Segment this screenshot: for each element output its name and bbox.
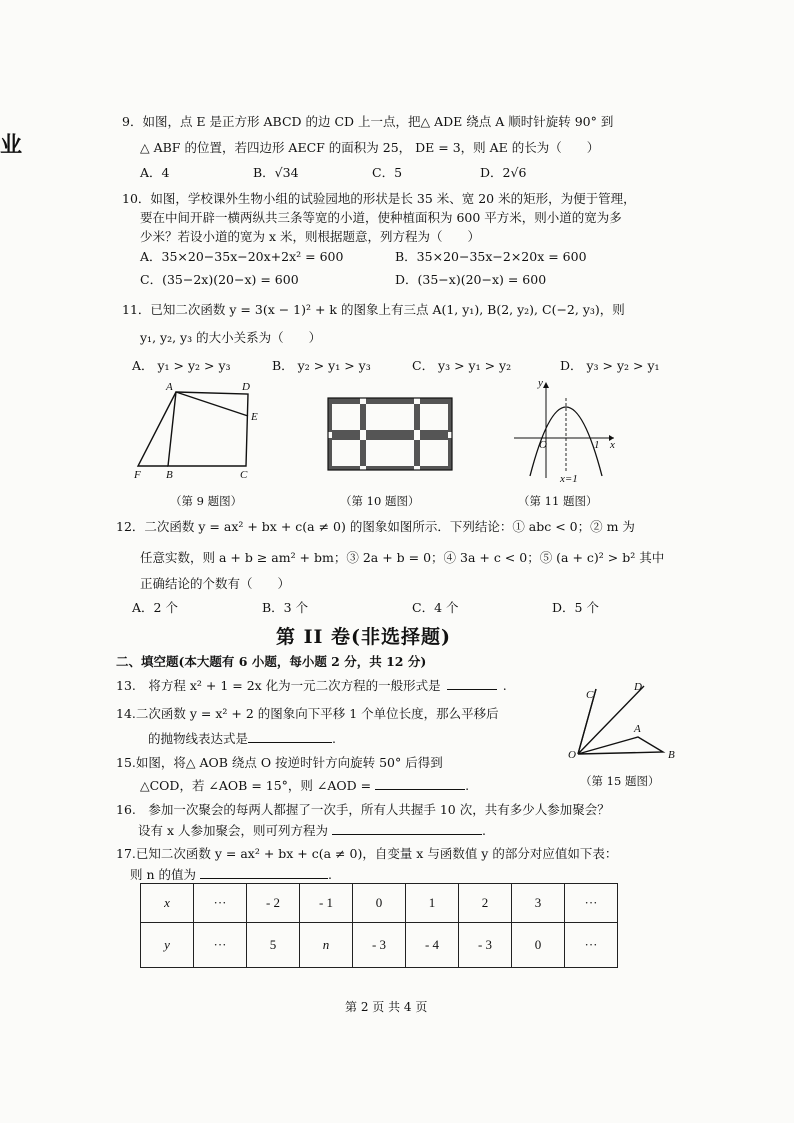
fig15-caption: （第 15 题图） (580, 774, 660, 788)
fig9-caption: （第 9 题图） (170, 494, 243, 508)
q13-answer-blank[interactable] (447, 677, 497, 690)
table-cell: - 1 (300, 884, 353, 923)
table-cell: 0 (353, 884, 406, 923)
table-cell: 1 (406, 884, 459, 923)
table-cell: n (300, 923, 353, 968)
q15-end: . (465, 778, 470, 793)
q16-end: . (482, 823, 486, 838)
q12-option-a: A．2 个 (132, 600, 178, 615)
section2-title: 第 II 卷(非选择题) (276, 626, 451, 648)
q13-text: 13. 将方程 x² + 1 = 2x 化为一元二次方程的一般形式是 (116, 678, 441, 693)
fig10-caption: （第 10 题图） (340, 494, 420, 508)
q17-answer-blank[interactable] (200, 866, 328, 879)
table-cell: 2 (459, 884, 512, 923)
q10-line1: 10．如图，学校课外生物小组的试验园地的形状是长 35 米、宽 20 米的矩形，为便于管理， (122, 191, 636, 206)
q12-line2: 任意实数，则 a + b ≥ am² + bm；③ 2a + b = 0；④ 3a + c < 0；⑤ (a + c)² > b² 其中 (140, 550, 665, 565)
q12-line3: 正确结论的个数有（ ） (140, 576, 291, 591)
table-cell: 0 (512, 923, 565, 968)
q16-line2 (138, 821, 486, 839)
q16-line1: 16. 参加一次聚会的每两人都握了一次手，所有人共握手 10 次，共有多少人参加聚会？ (116, 802, 610, 817)
q9-option-b: B．√34 (253, 165, 299, 180)
q9-line2: △ ABF 的位置，若四边形 AECF 的面积为 25， DE = 3，则 AE 的长为（ ） (140, 140, 600, 155)
fig11-label-axis: x=1 (560, 473, 578, 485)
table-cell: - 3 (353, 923, 406, 968)
q10-option-b: B．35×20−35x−2×20x = 600 (395, 249, 587, 264)
table-cell: - 2 (247, 884, 300, 923)
q17-value-table (140, 883, 618, 968)
side-label: 业 (0, 132, 23, 158)
fig15-label-c: C (586, 689, 594, 701)
q13 (116, 676, 507, 694)
table-cell: ··· (194, 884, 247, 923)
table-cell: ··· (565, 884, 618, 923)
figure-9 (128, 380, 268, 480)
q9-option-d: D．2√6 (480, 165, 527, 180)
q12-option-c: C．4 个 (412, 600, 459, 615)
q13-end: . (502, 678, 507, 693)
table-row (141, 884, 618, 923)
fig9-label-b: B (166, 469, 173, 481)
q14-answer-blank[interactable] (248, 730, 332, 743)
fig11-label-x: x (610, 439, 615, 451)
q11-option-b: B． y₂ > y₁ > y₃ (272, 358, 371, 373)
q14-line2 (148, 729, 336, 747)
q11-option-d: D． y₃ > y₂ > y₁ (560, 358, 660, 373)
fig15-label-a: A (634, 723, 641, 735)
q11-option-c: C． y₃ > y₁ > y₂ (412, 358, 512, 373)
q10-line2: 要在中间开辟一横两纵共三条等宽的小道，使种植面积为 600 平方米，则小道的宽为多 (140, 210, 622, 225)
table-cell: ··· (565, 923, 618, 968)
fig11-label-o: O (539, 439, 547, 451)
q9-option-a: A．4 (140, 165, 170, 180)
fig9-label-d: D (242, 381, 250, 393)
q14-text: 的抛物线表达式是 (148, 731, 249, 746)
figure-15 (568, 682, 678, 762)
fig15-label-b: B (668, 749, 675, 761)
q9-option-c: C．5 (372, 165, 403, 180)
q11-line1: 11．已知二次函数 y = 3(x − 1)² + k 的图象上有三点 A(1, y₁), B(2, y₂), C(−2, y₃)，则 (122, 302, 625, 317)
q17-line2 (130, 865, 332, 883)
fig9-label-a: A (166, 381, 173, 393)
table-cell: x (141, 884, 194, 923)
figure-11 (510, 378, 620, 483)
fig15-label-d: D (634, 681, 642, 693)
table-row (141, 923, 618, 968)
q15-line2 (140, 776, 469, 794)
q12-line1: 12．二次函数 y = ax² + bx + c(a ≠ 0) 的图象如图所示．下列结论：① abc < 0；② m 为 (116, 519, 635, 534)
fig15-label-o: O (568, 749, 576, 761)
q15-text: △COD，若 ∠AOB = 15°，则 ∠AOD = (140, 778, 372, 793)
q11-option-a: A． y₁ > y₂ > y₃ (132, 358, 231, 373)
fill-section-header: 二、填空题(本大题有 6 小题，每小题 2 分，共 12 分) (116, 654, 427, 669)
q12-option-d: D．5 个 (552, 600, 599, 615)
q14-line1: 14.二次函数 y = x² + 2 的图象向下平移 1 个单位长度，那么平移后 (116, 706, 499, 721)
table-cell: - 3 (459, 923, 512, 968)
q17-line1: 17.已知二次函数 y = ax² + bx + c(a ≠ 0)，自变量 x 与函数值 y 的部分对应值如下表： (116, 846, 618, 861)
table-cell: 3 (512, 884, 565, 923)
table-cell: 5 (247, 923, 300, 968)
fig11-label-y: y (538, 377, 543, 389)
q9-line1: 9．如图，点 E 是正方形 ABCD 的边 CD 上一点，把△ ADE 绕点 A 顺时针旋转 90° 到 (122, 114, 614, 129)
q17-text: 则 n 的值为 (130, 867, 196, 882)
q10-line3: 少米？若设小道的宽为 x 米，则根据题意，列方程为（ ） (140, 229, 480, 244)
fig9-label-e: E (251, 411, 258, 423)
page-footer: 第 2 页 共 4 页 (345, 1000, 428, 1014)
q11-line2: y₁, y₂, y₃ 的大小关系为（ ） (140, 330, 322, 345)
table-cell: ··· (194, 923, 247, 968)
q10-option-c: C．(35−2x)(20−x) = 600 (140, 272, 299, 287)
q16-answer-blank[interactable] (332, 822, 482, 835)
q12-option-b: B．3 个 (262, 600, 309, 615)
table-cell: y (141, 923, 194, 968)
q10-option-d: D．(35−x)(20−x) = 600 (395, 272, 547, 287)
q17-end: . (328, 867, 332, 882)
fig9-label-f: F (134, 469, 141, 481)
q14-end: . (332, 731, 336, 746)
figure-10 (328, 398, 452, 470)
q16-text: 设有 x 人参加聚会，则可列方程为 (138, 823, 328, 838)
q15-line1: 15.如图，将△ AOB 绕点 O 按逆时针方向旋转 50° 后得到 (116, 755, 443, 770)
table-cell: - 4 (406, 923, 459, 968)
q15-answer-blank[interactable] (375, 777, 465, 790)
fig11-label-tick: 1 (594, 439, 600, 451)
q10-option-a: A．35×20−35x−20x+2x² = 600 (140, 249, 344, 264)
fig11-caption: （第 11 题图） (518, 494, 598, 508)
fig9-label-c: C (240, 469, 248, 481)
